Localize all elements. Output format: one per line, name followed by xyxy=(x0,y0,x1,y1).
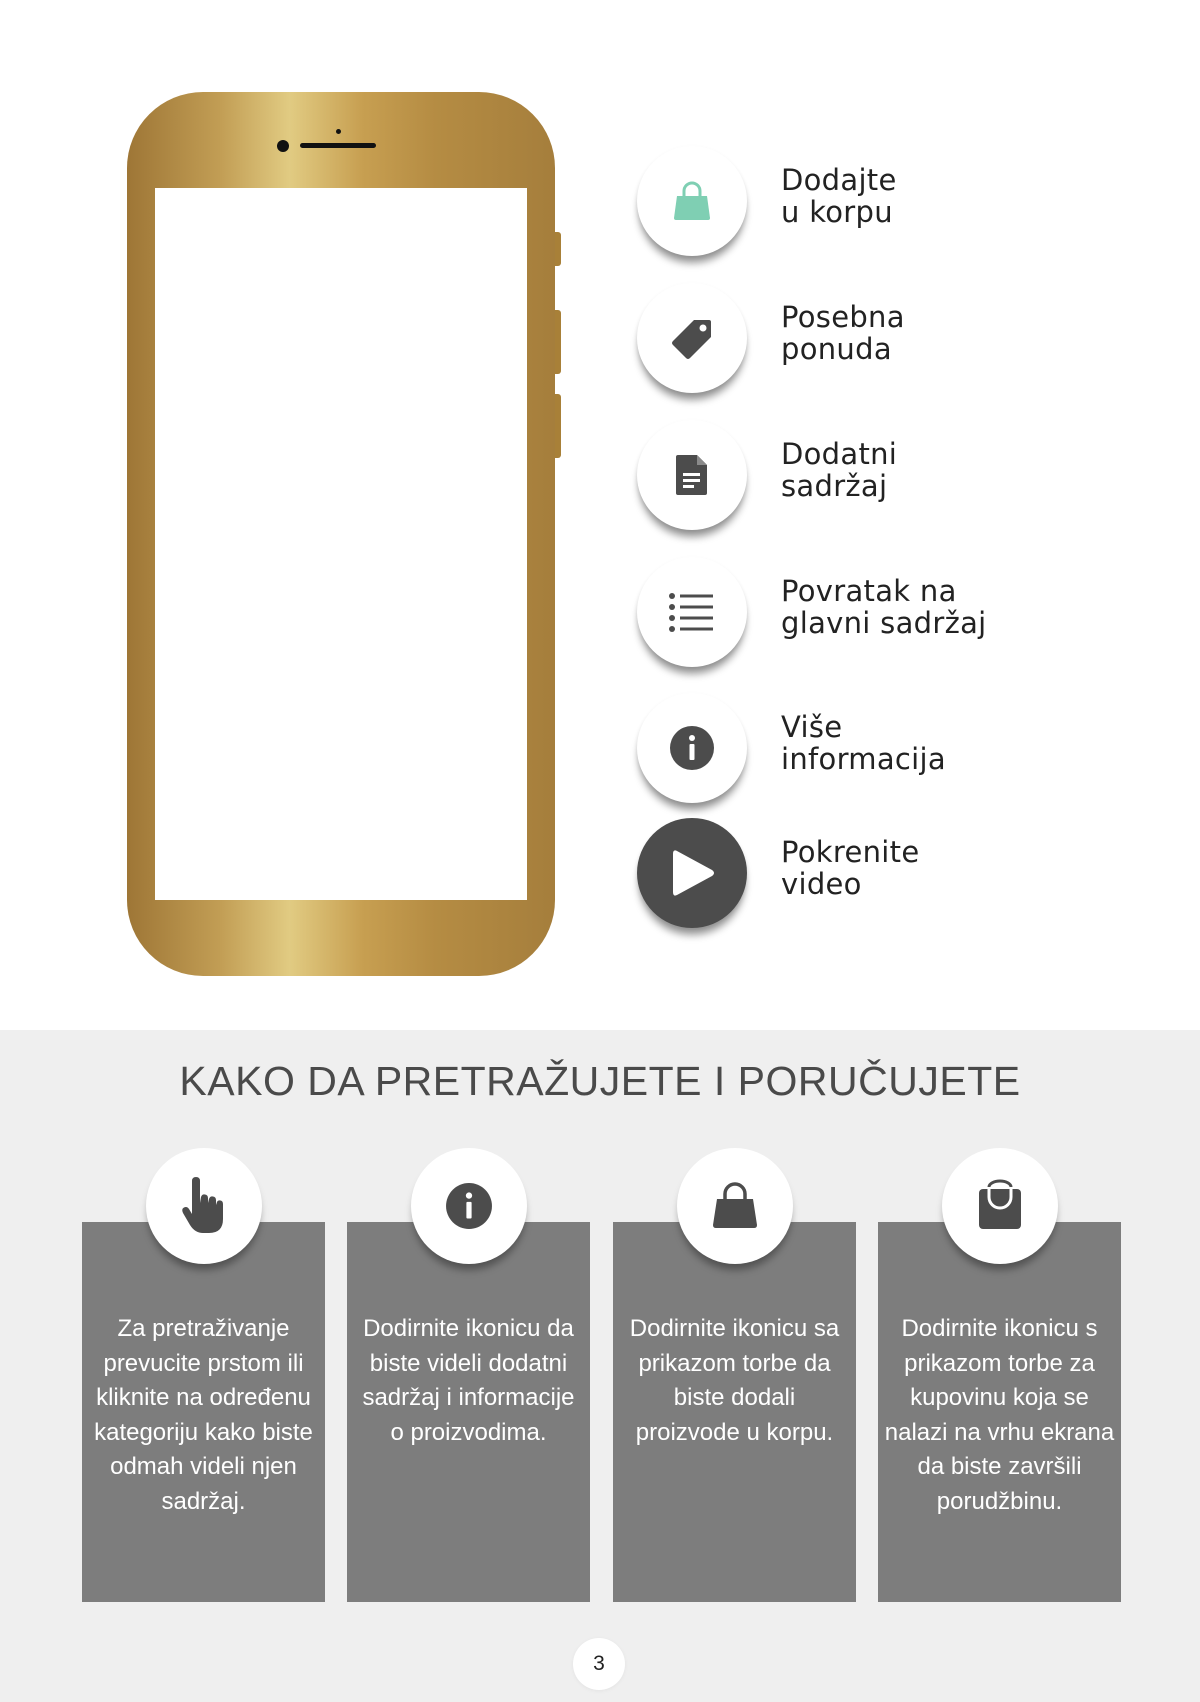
shopping-bag-icon xyxy=(669,178,715,224)
document-icon xyxy=(672,452,712,498)
card-text: Dodirnite ikonicu sa prikazom torbe da biste dodali proizvode u korpu. xyxy=(629,1315,840,1446)
info-icon xyxy=(445,1182,493,1230)
howto-card xyxy=(613,1222,856,1602)
shopping-bag-icon xyxy=(975,1179,1025,1233)
legend-circle[interactable] xyxy=(637,420,747,530)
play-icon xyxy=(667,846,717,900)
howto-card xyxy=(347,1222,590,1602)
info-icon xyxy=(669,725,715,771)
card-text: Dodirnite ikonicu da biste videli dodatni sadržaj i informacije o proizvodima. xyxy=(362,1315,575,1446)
howto-card xyxy=(82,1222,325,1602)
legend-item-main-contents xyxy=(637,557,1157,667)
pointing-hand-icon xyxy=(178,1175,230,1237)
legend-circle[interactable] xyxy=(637,557,747,667)
legend-item-play-video xyxy=(637,818,1157,928)
legend-label: Povratak na glavni sadržaj xyxy=(781,574,987,640)
legend-label: Više informacija xyxy=(781,710,946,776)
howto-card xyxy=(878,1222,1121,1602)
phone-illustration xyxy=(127,92,555,976)
phone-sensor xyxy=(336,129,341,134)
legend-circle[interactable] xyxy=(637,146,747,256)
legend-item-special-offer xyxy=(637,283,1157,393)
page-number: 3 xyxy=(573,1638,625,1690)
legend-label: Posebna ponuda xyxy=(781,300,905,366)
phone-screen xyxy=(155,188,527,900)
card-icon-circle xyxy=(146,1148,262,1264)
list-icon xyxy=(667,590,717,634)
phone-speaker xyxy=(300,143,376,148)
price-tag-icon xyxy=(668,314,716,362)
section-title: KAKO DA PRETRAŽUJETE I PORUČUJETE xyxy=(179,1058,1021,1104)
phone-side-button xyxy=(555,310,561,374)
legend-circle[interactable] xyxy=(637,693,747,803)
card-icon-circle xyxy=(942,1148,1058,1264)
legend-circle[interactable] xyxy=(637,283,747,393)
phone-side-button xyxy=(555,394,561,458)
legend-item-more-info xyxy=(637,693,1157,803)
phone-side-button xyxy=(555,232,561,266)
legend-label: Pokrenite video xyxy=(781,835,920,901)
handbag-icon xyxy=(709,1181,761,1231)
card-text: Za pretraživanje prevucite prstom ili kliknite na određenu kategoriju kako biste odmah videli njen sadržaj. xyxy=(94,1315,313,1515)
legend-label: Dodajte u korpu xyxy=(781,163,897,229)
phone-camera xyxy=(277,140,289,152)
card-text: Dodirnite ikonicu s prikazom torbe za kupovinu koja se nalazi na vrhu ekrana da biste završili porudžbinu. xyxy=(884,1315,1115,1515)
card-icon-circle xyxy=(677,1148,793,1264)
legend-item-extra-content xyxy=(637,420,1157,530)
legend-circle[interactable] xyxy=(637,818,747,928)
legend-item-add-to-cart xyxy=(637,146,1157,256)
card-icon-circle xyxy=(411,1148,527,1264)
legend-label: Dodatni sadržaj xyxy=(781,437,898,503)
